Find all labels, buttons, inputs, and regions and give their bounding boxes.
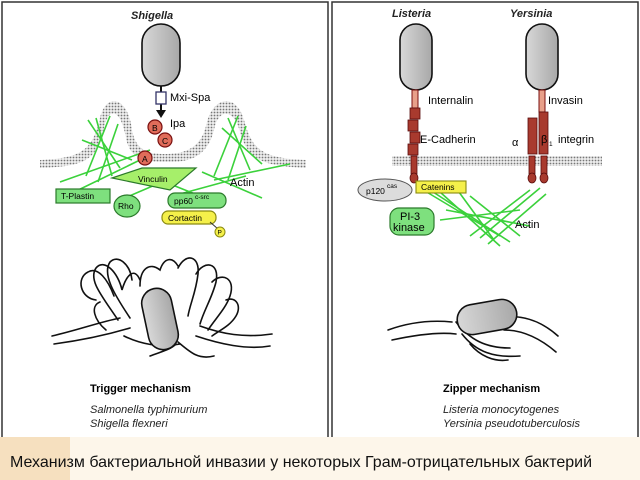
e-cadherin-label: E-Cadherin <box>420 134 476 146</box>
ipa-a-label: A <box>142 154 148 164</box>
host-membrane <box>392 156 602 166</box>
invasin-stalk <box>539 90 545 112</box>
internalin-label: Internalin <box>428 95 474 107</box>
trigger-species-2: Shigella flexneri <box>90 418 168 430</box>
p120-sup-label: cas <box>387 183 398 190</box>
mxi-spa-complex <box>156 92 166 104</box>
trigger-mechanism-label: Trigger mechanism <box>90 383 191 395</box>
t-plastin-label: T-Plastin <box>61 191 95 201</box>
listeria-bacterium <box>400 24 432 90</box>
phosphate-label: P <box>217 229 222 237</box>
zipper-species-1: Listeria monocytogenes <box>443 404 560 416</box>
internalin-stalk <box>412 90 418 108</box>
slide-caption: Механизм бактериальной инвазии у некоторых Грам-отрицательных бактерий <box>10 454 593 471</box>
beta-sub-label: 1 <box>549 141 553 148</box>
actin-label-left: Actin <box>230 177 255 189</box>
zipper-species-2: Yersinia pseudotuberculosis <box>443 418 580 430</box>
right-panel-frame <box>332 2 638 438</box>
ipa-b-label: B <box>152 123 158 133</box>
ipa-c-label: C <box>162 136 169 146</box>
rho-label: Rho <box>118 201 134 211</box>
pp60-sup-label: c-src <box>195 194 210 201</box>
shigella-bacterium <box>142 24 180 86</box>
vinculin-label: Vinculin <box>138 174 168 184</box>
p120-label: p120 <box>366 186 385 196</box>
cortactin-label: Cortactin <box>168 213 203 223</box>
mxi-spa-label: Mxi-Spa <box>170 92 211 104</box>
beta-label: β <box>541 134 548 146</box>
kinase-label: kinase <box>393 222 425 234</box>
yersinia-bacterium <box>526 24 558 90</box>
alpha-label: α <box>512 137 519 149</box>
integrin-label: integrin <box>558 134 595 146</box>
yersinia-title: Yersinia <box>510 8 553 20</box>
zipper-mechanism-label: Zipper mechanism <box>443 383 541 395</box>
trigger-species-1: Salmonella typhimurium <box>90 404 208 416</box>
listeria-title: Listeria <box>392 8 432 20</box>
shigella-title: Shigella <box>131 10 174 22</box>
pi3-label: PI-3 <box>400 211 421 223</box>
invasin-label: Invasin <box>548 95 583 107</box>
actin-label-right: Actin <box>515 219 540 231</box>
pp60-label: pp60 <box>174 196 193 206</box>
catenins-label: Catenins <box>421 182 455 192</box>
ipa-label: Ipa <box>170 118 186 130</box>
